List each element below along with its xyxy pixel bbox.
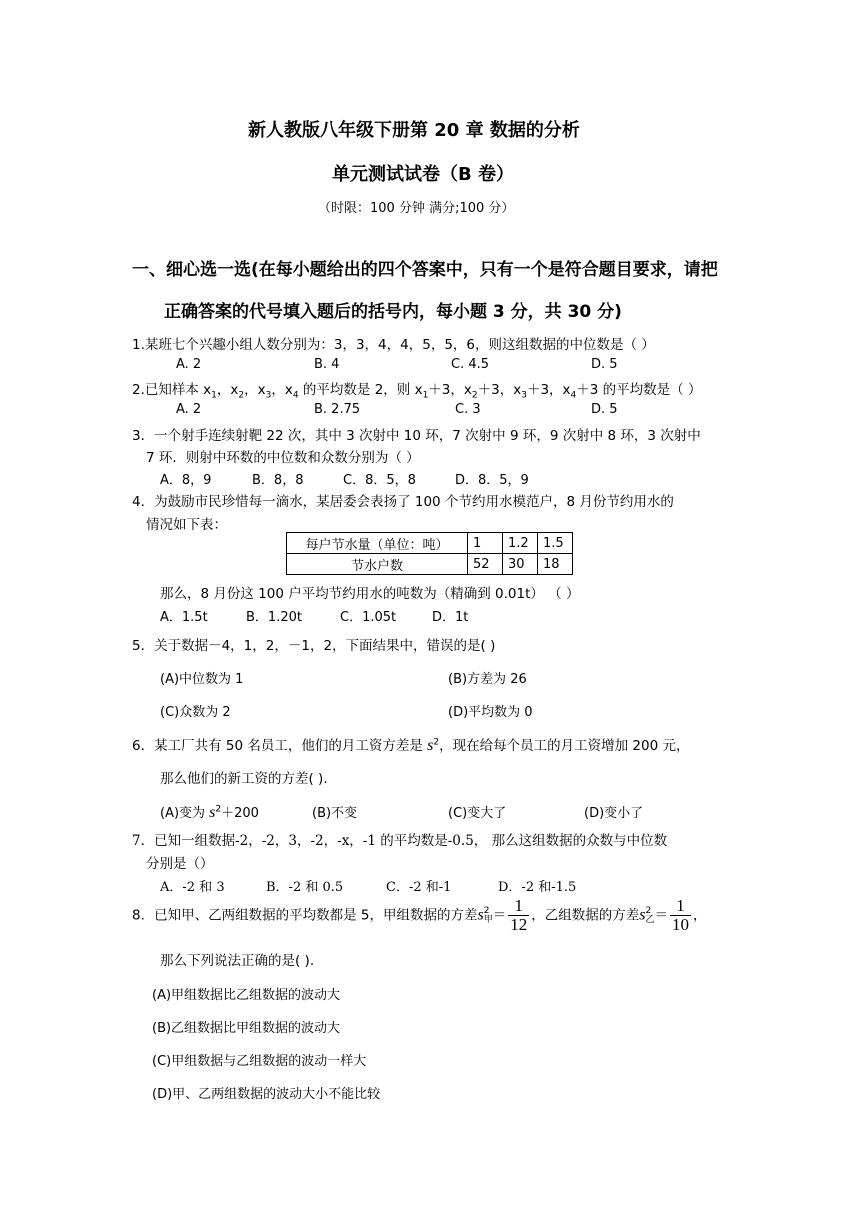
question-7-stem-line1: 7．已知一组数据-2，-2，3，-2，-x，-1 的平均数是-0.5， 那么这组数据的众数与中位数 [132, 833, 668, 849]
q4-option-b: B．1.20t [246, 610, 302, 625]
q6-option-d: (D)变小了 [584, 806, 644, 821]
q5-option-d: (D)平均数为 0 [448, 705, 533, 720]
fraction-1-10: $\frac{1}{10}$ [671, 896, 689, 934]
table-cell: 1.2 [503, 533, 538, 554]
q5-option-c: (C)众数为 2 [160, 705, 231, 720]
q7-option-b: B．-2 和 0.5 [266, 880, 344, 895]
table-cell: 1 [468, 533, 503, 554]
q8-option-d: (D)甲、乙两组数据的波动大小不能比较 [152, 1087, 381, 1102]
question-4-followup: 那么，8 月份这 100 户平均节约用水的吨数为（精确到 0.01t） （ ） [160, 586, 580, 602]
q2-option-d: D. 5 [591, 402, 618, 417]
question-5-stem: 5．关于数据－4，1，2，－1，2，下面结果中，错误的是( ) [132, 638, 496, 654]
q7-option-a: A．-2 和 3 [160, 880, 225, 895]
q1-option-b: B. 4 [314, 357, 340, 372]
q1-option-a: A. 2 [176, 357, 202, 372]
question-4-stem-line1: 4．为鼓励市民珍惜每一滴水，某居委会表扬了 100 个节约用水模范户，8 月份节约用水的 [132, 494, 674, 510]
table-cell: 1.5 [538, 533, 573, 554]
q3-option-a: A．8，9 [160, 473, 212, 488]
question-4-stem-line2: 情况如下表： [146, 517, 227, 533]
table-row [287, 533, 573, 554]
q1-option-c: C. 4.5 [451, 357, 490, 372]
question-6-stem-line1: 6．某工厂共有 50 名员工，他们的月工资方差是 $s^2$，现在给每个员工的月工资增加 200 元， [132, 737, 690, 754]
q4-option-a: A．1.5t [160, 610, 208, 625]
q8-option-a: (A)甲组数据比乙组数据的波动大 [152, 988, 341, 1003]
q4-option-c: C．1.05t [340, 610, 397, 625]
q8-option-c: (C)甲组数据与乙组数据的波动一样大 [152, 1054, 367, 1069]
q2-option-a: A. 2 [176, 402, 202, 417]
question-3-stem-line1: 3．一个射手连续射靶 22 次，其中 3 次射中 10 环，7 次射中 9 环，9 次射中 8 环，3 次射中 [132, 428, 701, 444]
question-8-stem-line1: 8．已知甲、乙两组数据的平均数都是 5，甲组数据的方差s 2 甲 ＝ $\frac{1}{12}$ ，乙组数据的方差s 2 乙 ＝ $\frac{1}{10}$ ， [132, 896, 707, 934]
fraction-1-12: $\frac{1}{12}$ [510, 896, 528, 934]
exam-title-line1: 新人教版八年级下册第 20 章 数据的分析 [248, 120, 580, 141]
question-1-stem: 1.某班七个兴趣小组人数分别为：3，3，4，4，5，5，6，则这组数据的中位数是（ ） [132, 337, 655, 353]
exam-title-line2: 单元测试试卷（B 卷） [332, 164, 514, 185]
q6-option-b: (B)不变 [312, 806, 358, 821]
q3-option-c: C．8．5，8 [343, 473, 416, 488]
table-cell: 52 [468, 554, 503, 575]
q7-option-d: D．-2 和-1.5 [498, 880, 577, 895]
question-8-stem-line2: 那么下列说法正确的是( ). [160, 953, 315, 969]
table-cell: 18 [538, 554, 573, 575]
q2-option-c: C. 3 [455, 402, 481, 417]
q6-option-a: (A)变为 $s^2+200$ [160, 804, 259, 821]
q6-option-c: (C)变大了 [448, 806, 507, 821]
q2-option-b: B. 2.75 [314, 402, 361, 417]
section-heading-line2: 正确答案的代号填入题后的括号内，每小题 3 分，共 30 分) [164, 302, 622, 322]
q1-option-d: D. 5 [591, 357, 618, 372]
table-header-cell: 每户节水量（单位：吨） [287, 533, 468, 554]
question-2-stem: 2.已知样本 $x_1$，$x_2$，$x_3$，$x_4$ 的平均数是 2，则 $x_1+3$，$x_2+3$，$x_3+3$，$x_4+3$ 的平均数是（ ） [132, 382, 702, 401]
table-cell: 30 [503, 554, 538, 575]
q3-option-d: D．8．5，9 [455, 473, 529, 488]
question-7-stem-line2: 分别是（） [146, 856, 214, 872]
q3-option-b: B．8，8 [252, 473, 304, 488]
q7-option-c: C．-2 和-1 [386, 880, 452, 895]
table-row [287, 554, 573, 575]
q5-option-a: (A)中位数为 1 [160, 672, 244, 687]
water-saving-table [286, 532, 573, 575]
section-heading-line1: 一、细心选一选(在每小题给出的四个答案中，只有一个是符合题目要求，请把 [132, 260, 718, 280]
question-6-stem-line2: 那么他们的新工资的方差( ). [160, 771, 328, 787]
table-header-cell: 节水户数 [287, 554, 468, 575]
question-3-stem-line2: 7 环．则射中环数的中位数和众数分别为（ ） [146, 450, 420, 466]
q8-option-b: (B)乙组数据比甲组数据的波动大 [152, 1021, 341, 1036]
q4-option-d: D．1t [432, 610, 469, 625]
time-limit-info: （时限：100 分钟 满分;100 分） [318, 201, 515, 216]
q5-option-b: (B)方差为 26 [448, 672, 527, 687]
